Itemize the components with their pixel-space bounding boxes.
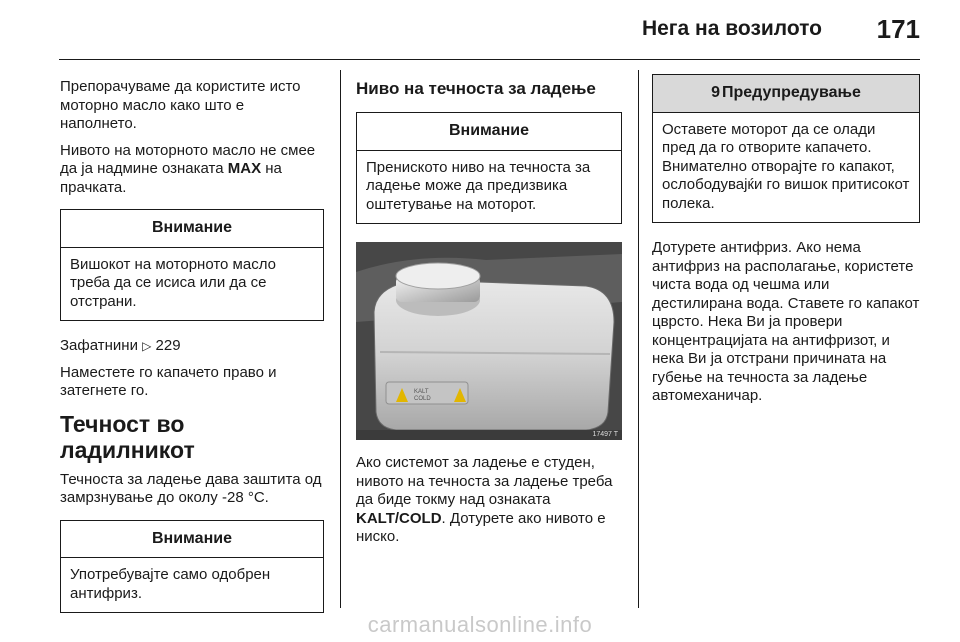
caution-heading: Внимание (61, 521, 323, 559)
subsection-title-coolant-level: Ниво на течноста за ладење (356, 79, 596, 98)
caution-body: Прениското ниво на течноста за ладење може да предизвика оштетување на моторот. (366, 158, 591, 213)
max-mark: MAX (227, 160, 262, 177)
paragraph-antifreeze: Дотурете антифриз. Ако нема антифриз на располагање, користете чиста вода од чешма или дестилирана вода. Ставете го капакот цврсто. Нека Ви ја провери концентрацијата на антифризот, и нека Ви ја отстрани причината на губење на течноста за ладење автомеханичар. (652, 239, 920, 404)
caution-heading: Внимание (357, 113, 621, 151)
column-divider-2 (638, 70, 639, 608)
text: Нивото на моторното масло не смее да ја надмине ознаката (60, 141, 316, 177)
caution-body: Употребувајте само одобрен антифриз. (70, 566, 271, 602)
reference-page-link[interactable]: 229 (151, 337, 181, 354)
figure-number: 17497 T (592, 431, 618, 438)
caution-body: Вишокот на моторното масло треба да се исиса или да се отстрани. (70, 255, 276, 310)
header-divider (59, 59, 920, 60)
coolant-tank-photo (356, 242, 622, 440)
caution-heading: Внимание (61, 210, 323, 248)
coolant-tank-illustration (356, 242, 622, 440)
section-title-coolant: Течност во ладилникот (60, 410, 195, 463)
warning-heading-text: Предупредување (721, 84, 861, 101)
column-right (652, 74, 920, 414)
warning-body: Оставете моторот да се олади пред да го отворите капачето. Внимателно отворајте го капакот, ослободувајќи го вишок притисокот полека. (662, 120, 910, 212)
paragraph-oil-recommendation: Препорачуваме да користите исто моторно масло како што е наполнето. (60, 78, 301, 132)
column-middle (356, 74, 622, 555)
reference-label: Зафатнини (60, 337, 143, 354)
caution-box-oil (60, 209, 324, 321)
figure-tank-label-1: KALT (414, 389, 429, 395)
column-left (60, 78, 324, 629)
reference-arrow-icon: ▷ (142, 339, 152, 353)
text: на прачката. (60, 160, 282, 196)
page-number: 171 (876, 14, 920, 44)
caution-box-coolant-level (356, 112, 622, 224)
warning-heading (653, 75, 919, 113)
paragraph-coolant-level (356, 454, 622, 547)
warning-box (652, 74, 920, 223)
paragraph-coolant-protection: Течноста за ладење дава заштита од замрзнување до околу -28 °C. (60, 470, 322, 506)
page-title: Нега на возилото (641, 17, 822, 40)
capacities-reference (60, 337, 324, 356)
paragraph-cap: Наместете го капачето право и затегнете го. (60, 363, 277, 399)
text: Ако системот за ладење е студен, нивото на течноста за ладење треба да биде токму над ознаката (356, 454, 613, 508)
text: . Дотурете ако нивото е ниско. (356, 509, 606, 545)
kalt-cold-mark: KALT/COLD (356, 509, 442, 527)
caution-box-antifreeze (60, 520, 324, 614)
figure-tank-label-2: COLD (414, 396, 431, 402)
watermark: carmanualsonline.info (367, 612, 593, 637)
warning-triangle-icon: 9 (711, 84, 720, 101)
paragraph-oil-max (60, 142, 324, 198)
column-divider-1 (340, 70, 341, 608)
